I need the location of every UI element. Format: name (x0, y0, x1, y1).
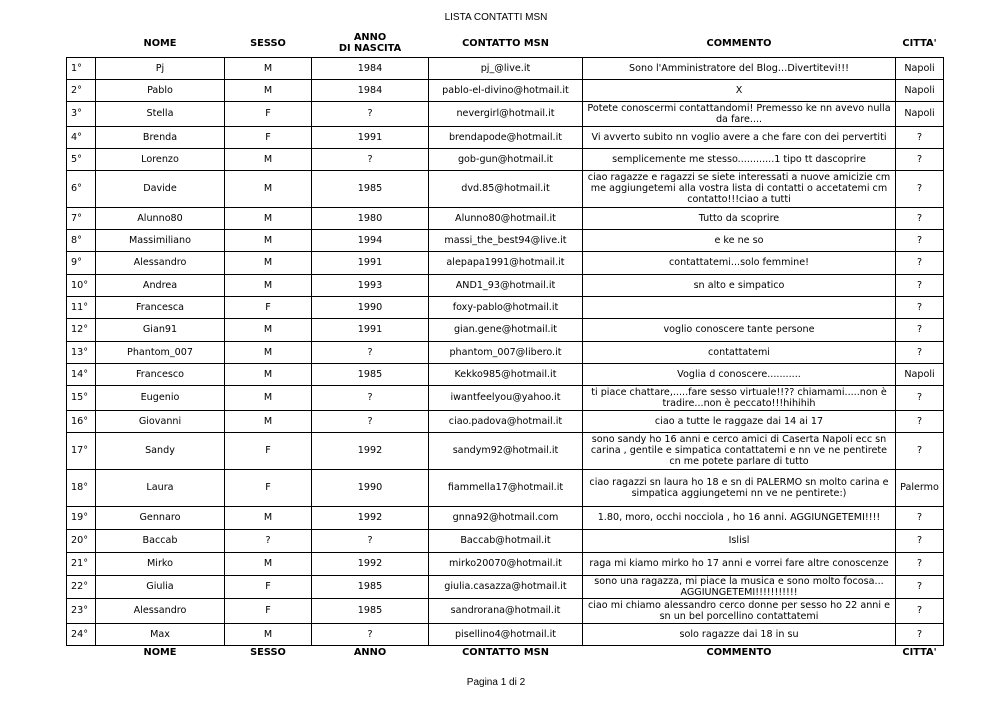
row-sesso: F (225, 126, 312, 148)
contacts-table (66, 30, 944, 659)
table-row (67, 363, 944, 385)
row-commento: Potete conoscermi contattandomi! Premesso ke nn avevo nulla da fare.... (583, 101, 896, 126)
row-contatto: pj_@live.it (429, 57, 583, 79)
row-anno: 1991 (312, 126, 429, 148)
row-citta: Palermo (896, 469, 944, 506)
table-row (67, 341, 944, 363)
row-commento (583, 296, 896, 318)
table-row (67, 57, 944, 79)
row-contatto: fiammella17@hotmail.it (429, 469, 583, 506)
row-commento: ciao a tutte le raggaze dai 14 ai 17 (583, 410, 896, 432)
row-citta: ? (896, 148, 944, 170)
row-contatto: dvd.85@hotmail.it (429, 170, 583, 207)
row-anno: ? (312, 148, 429, 170)
row-nome: Massimiliano (96, 229, 225, 251)
row-anno: 1992 (312, 432, 429, 469)
row-sesso: M (225, 148, 312, 170)
table-row (67, 623, 944, 645)
row-index: 10° (67, 274, 96, 296)
row-sesso: M (225, 57, 312, 79)
row-index: 19° (67, 506, 96, 529)
table-row (67, 170, 944, 207)
row-nome: Lorenzo (96, 148, 225, 170)
table-row (67, 529, 944, 552)
header-contatto: CONTATTO MSN (462, 37, 549, 49)
header-row (67, 30, 944, 57)
row-citta: ? (896, 341, 944, 363)
row-contatto: gob-gun@hotmail.it (429, 148, 583, 170)
header-nome: NOME (143, 37, 177, 49)
row-commento: 1.80, moro, occhi nocciola , ho 16 anni. AGGIUNGETEMI!!!! (583, 506, 896, 529)
row-index: 14° (67, 363, 96, 385)
row-sesso: M (225, 623, 312, 645)
row-sesso: F (225, 296, 312, 318)
table-row (67, 410, 944, 432)
row-nome: Francesca (96, 296, 225, 318)
row-contatto: gnna92@hotmail.com (429, 506, 583, 529)
row-contatto: gian.gene@hotmail.it (429, 318, 583, 341)
row-contatto: Alunno80@hotmail.it (429, 207, 583, 229)
row-nome: Giulia (96, 575, 225, 598)
row-contatto: phantom_007@libero.it (429, 341, 583, 363)
row-sesso: M (225, 79, 312, 101)
row-anno: 1990 (312, 296, 429, 318)
row-nome: Phantom_007 (96, 341, 225, 363)
table-row (67, 101, 944, 126)
row-index: 7° (67, 207, 96, 229)
row-contatto: foxy-pablo@hotmail.it (429, 296, 583, 318)
row-citta: ? (896, 410, 944, 432)
row-contatto: Kekko985@hotmail.it (429, 363, 583, 385)
row-nome: Mirko (96, 552, 225, 575)
row-commento: Islisl (583, 529, 896, 552)
row-nome: Pj (96, 57, 225, 79)
header-sesso: SESSO (250, 37, 286, 49)
row-anno: ? (312, 623, 429, 645)
footer-contatto: CONTATTO MSN (462, 646, 549, 658)
row-commento: contattatemi (583, 341, 896, 363)
row-citta: Napoli (896, 101, 944, 126)
row-anno: 1994 (312, 229, 429, 251)
row-anno: 1991 (312, 251, 429, 274)
row-anno: ? (312, 410, 429, 432)
row-nome: Max (96, 623, 225, 645)
row-citta: ? (896, 274, 944, 296)
row-sesso: M (225, 410, 312, 432)
row-commento: X (583, 79, 896, 101)
row-contatto: pablo-el-divino@hotmail.it (429, 79, 583, 101)
row-nome: Giovanni (96, 410, 225, 432)
row-anno: 1991 (312, 318, 429, 341)
header-index (67, 30, 96, 57)
row-index: 9° (67, 251, 96, 274)
row-index: 1° (67, 57, 96, 79)
row-nome: Alunno80 (96, 207, 225, 229)
row-index: 23° (67, 598, 96, 623)
row-index: 11° (67, 296, 96, 318)
row-commento: Tutto da scoprire (583, 207, 896, 229)
row-nome: Davide (96, 170, 225, 207)
row-anno: 1984 (312, 79, 429, 101)
table-row (67, 469, 944, 506)
row-commento: e ke ne so (583, 229, 896, 251)
row-nome: Alessandro (96, 251, 225, 274)
row-contatto: Baccab@hotmail.it (429, 529, 583, 552)
row-nome: Gennaro (96, 506, 225, 529)
row-sesso: M (225, 385, 312, 410)
row-nome: Eugenio (96, 385, 225, 410)
row-citta: ? (896, 318, 944, 341)
table-row (67, 575, 944, 598)
table-row (67, 506, 944, 529)
row-nome: Alessandro (96, 598, 225, 623)
table-row (67, 296, 944, 318)
row-citta: ? (896, 506, 944, 529)
row-anno: 1985 (312, 598, 429, 623)
row-citta: ? (896, 385, 944, 410)
header-commento: COMMENTO (706, 37, 772, 49)
table-row (67, 229, 944, 251)
row-contatto: sandrorana@hotmail.it (429, 598, 583, 623)
table-body (67, 57, 944, 645)
row-index: 13° (67, 341, 96, 363)
table-row (67, 207, 944, 229)
row-citta: ? (896, 529, 944, 552)
row-sesso: F (225, 432, 312, 469)
row-contatto: iwantfeelyou@yahoo.it (429, 385, 583, 410)
row-sesso: M (225, 341, 312, 363)
row-sesso: M (225, 274, 312, 296)
footer-commento: COMMENTO (706, 646, 772, 658)
row-citta: Napoli (896, 79, 944, 101)
page-number: Pagina 1 di 2 (466, 677, 526, 688)
row-citta: ? (896, 126, 944, 148)
row-citta: ? (896, 623, 944, 645)
row-commento: ciao mi chiamo alessandro cerco donne per sesso ho 22 anni e sn un bel porcellino contattatemi (583, 598, 896, 623)
row-contatto: brendapode@hotmail.it (429, 126, 583, 148)
row-anno: 1984 (312, 57, 429, 79)
row-sesso: F (225, 575, 312, 598)
row-citta: ? (896, 229, 944, 251)
row-anno: 1980 (312, 207, 429, 229)
row-anno: 1985 (312, 170, 429, 207)
row-anno: ? (312, 341, 429, 363)
row-contatto: nevergirl@hotmail.it (429, 101, 583, 126)
row-index: 4° (67, 126, 96, 148)
table-row (67, 148, 944, 170)
table-row (67, 126, 944, 148)
row-contatto: alepapa1991@hotmail.it (429, 251, 583, 274)
row-index: 5° (67, 148, 96, 170)
row-sesso: M (225, 506, 312, 529)
table-row (67, 274, 944, 296)
row-index: 16° (67, 410, 96, 432)
row-index: 15° (67, 385, 96, 410)
row-citta: ? (896, 598, 944, 623)
row-commento: ti piace chattare,.....fare sesso virtuale!!?? chiamami.....non è tradire...non è peccato!!!hihihih (583, 385, 896, 410)
row-nome: Brenda (96, 126, 225, 148)
row-index: 24° (67, 623, 96, 645)
row-citta: Napoli (896, 57, 944, 79)
document-title: LISTA CONTATTI MSN (444, 12, 548, 23)
header-anno: ANNO DI NASCITA (338, 32, 402, 55)
row-sesso: M (225, 552, 312, 575)
row-sesso: ? (225, 529, 312, 552)
row-nome: Andrea (96, 274, 225, 296)
table-row (67, 432, 944, 469)
row-index: 21° (67, 552, 96, 575)
row-index: 20° (67, 529, 96, 552)
row-index: 2° (67, 79, 96, 101)
row-index: 8° (67, 229, 96, 251)
table-row (67, 385, 944, 410)
row-citta: ? (896, 552, 944, 575)
row-contatto: sandym92@hotmail.it (429, 432, 583, 469)
header-citta: CITTA' (902, 37, 937, 49)
row-nome: Sandy (96, 432, 225, 469)
row-commento: raga mi kiamo mirko ho 17 anni e vorrei fare altre conoscenze (583, 552, 896, 575)
table-row (67, 251, 944, 274)
row-index: 22° (67, 575, 96, 598)
row-contatto: giulia.casazza@hotmail.it (429, 575, 583, 598)
row-index: 17° (67, 432, 96, 469)
row-nome: Francesco (96, 363, 225, 385)
row-index: 12° (67, 318, 96, 341)
row-anno: 1990 (312, 469, 429, 506)
row-commento: Vi avverto subito nn voglio avere a che fare con dei pervertiti (583, 126, 896, 148)
row-contatto: mirko20070@hotmail.it (429, 552, 583, 575)
row-contatto: pisellino4@hotmail.it (429, 623, 583, 645)
row-sesso: M (225, 363, 312, 385)
row-anno: 1985 (312, 575, 429, 598)
table-row (67, 79, 944, 101)
row-nome: Gian91 (96, 318, 225, 341)
row-citta: ? (896, 575, 944, 598)
row-anno: 1993 (312, 274, 429, 296)
row-index: 6° (67, 170, 96, 207)
row-commento: sono sandy ho 16 anni e cerco amici di Caserta Napoli ecc sn carina , gentile e simpatica contattatemi e nn ve ne pentirete cn me potete parlare di tutto (583, 432, 896, 469)
row-nome: Stella (96, 101, 225, 126)
table-row (67, 318, 944, 341)
row-citta: ? (896, 432, 944, 469)
footer-nome: NOME (143, 646, 177, 658)
row-commento: sono una ragazza, mi piace la musica e sono molto focosa... AGGIUNGETEMI!!!!!!!!!!! (583, 575, 896, 598)
footer-sesso: SESSO (250, 646, 286, 658)
row-index: 3° (67, 101, 96, 126)
footer-anno: ANNO (353, 646, 387, 658)
row-anno: 1992 (312, 552, 429, 575)
row-contatto: ciao.padova@hotmail.it (429, 410, 583, 432)
row-citta: ? (896, 251, 944, 274)
row-anno: ? (312, 385, 429, 410)
row-commento: Voglia d conoscere........... (583, 363, 896, 385)
row-sesso: M (225, 318, 312, 341)
row-nome: Laura (96, 469, 225, 506)
footer-index (67, 645, 96, 659)
row-commento: sn alto e simpatico (583, 274, 896, 296)
row-anno: 1992 (312, 506, 429, 529)
row-citta: ? (896, 296, 944, 318)
row-commento: voglio conoscere tante persone (583, 318, 896, 341)
row-anno: ? (312, 101, 429, 126)
row-commento: contattatemi...solo femmine! (583, 251, 896, 274)
row-anno: ? (312, 529, 429, 552)
row-anno: 1985 (312, 363, 429, 385)
footer-row (67, 645, 944, 659)
row-sesso: M (225, 207, 312, 229)
row-commento: ciao ragazze e ragazzi se siete interessati a nuove amicizie cm me aggiungetemi alla vostra lista di contatti o accetatemi cm contatto!!!ciao a tutti (583, 170, 896, 207)
row-sesso: F (225, 598, 312, 623)
row-commento: solo ragazze dai 18 in su (583, 623, 896, 645)
row-sesso: M (225, 229, 312, 251)
row-commento: semplicemente me stesso............1 tipo tt dascoprire (583, 148, 896, 170)
table-row (67, 552, 944, 575)
footer-citta: CITTA' (902, 646, 937, 658)
row-sesso: M (225, 170, 312, 207)
row-sesso: F (225, 101, 312, 126)
row-nome: Pablo (96, 79, 225, 101)
row-sesso: F (225, 469, 312, 506)
table-row (67, 598, 944, 623)
row-sesso: M (225, 251, 312, 274)
row-citta: ? (896, 170, 944, 207)
row-commento: Sono l'Amministratore del Blog…Divertitevi!!! (583, 57, 896, 79)
row-contatto: massi_the_best94@live.it (429, 229, 583, 251)
row-commento: ciao ragazzi sn laura ho 18 e sn di PALERMO sn molto carina e simpatica aggiungetemi nn ve ne pentirete:) (583, 469, 896, 506)
row-contatto: AND1_93@hotmail.it (429, 274, 583, 296)
row-citta: Napoli (896, 363, 944, 385)
row-index: 18° (67, 469, 96, 506)
row-citta: ? (896, 207, 944, 229)
row-nome: Baccab (96, 529, 225, 552)
